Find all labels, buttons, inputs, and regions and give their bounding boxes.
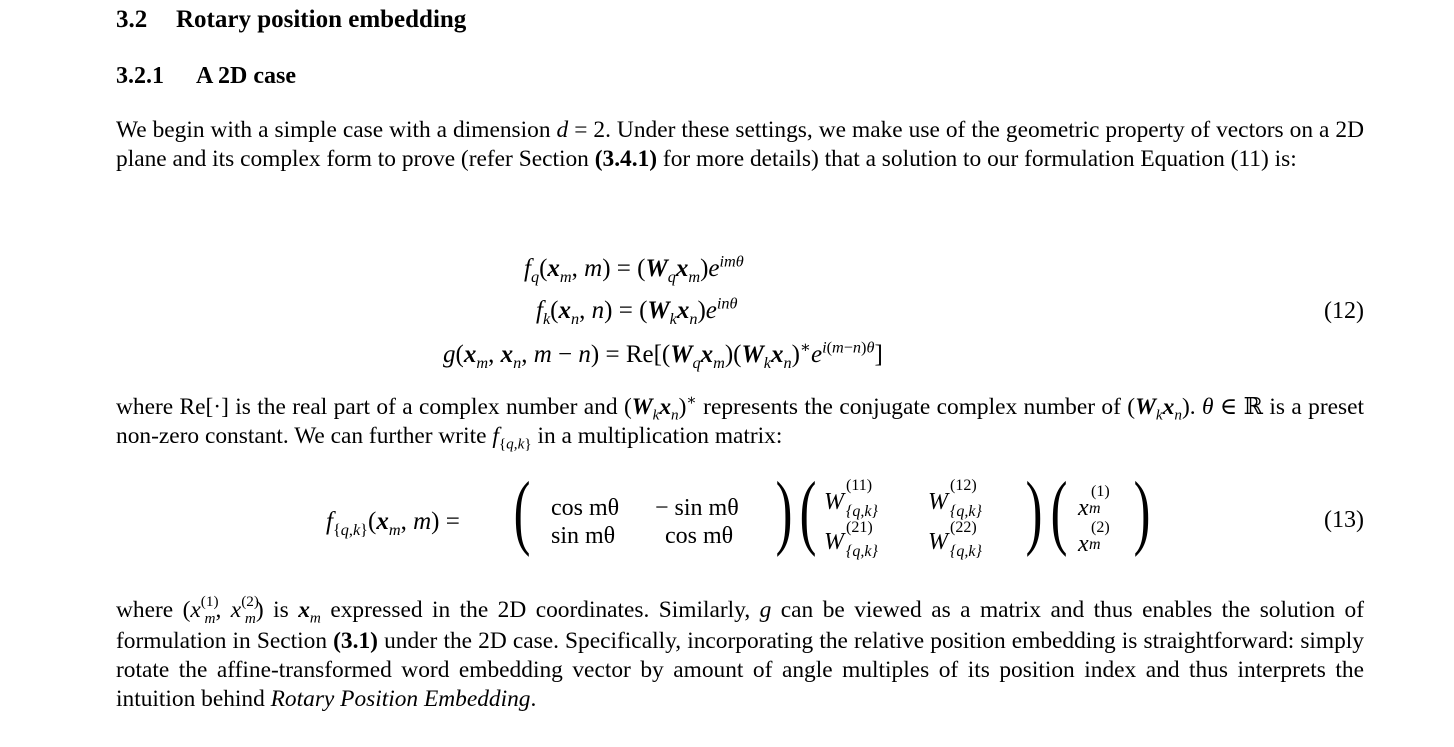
eq12-tag: (12) — [1324, 298, 1364, 324]
paragraph-conclusion: where ($x^{(1)}_m$, $x^{(2)}_m$) is $x_m$ expressed in the 2D coordinates. Similarly, g can be viewed as a matrix and thus enables the solution of formulation in Section (3.1) under the 2D case. Specifically, incorporating the relative position embedding is straightforward: simply rotate the affine-transformed word embedding vector by amount of angle multiples of its position index and thus interprets the intuition behind Rotary Position Embedding. — [116, 593, 1365, 712]
emphasis-rope: Rotary Position Embedding — [270, 686, 531, 712]
eq12-row2-rhs: $(W_kx_n)e^{in\theta}$ — [639, 294, 738, 328]
rot-matrix-cell-21: sin mθ — [551, 523, 616, 549]
wk-xn-expression: $(W_kx_n)$ — [1127, 394, 1190, 424]
rot-matrix-right-paren: ) — [775, 465, 793, 558]
eq12-row1-lhs: $f_q(x_m$, m) = — [524, 255, 638, 286]
eq12-row1 — [524, 252, 744, 286]
var-g: g — [759, 597, 772, 623]
section-ref-link-3-1[interactable]: (3.1) — [333, 628, 378, 654]
x-vector-right-paren: ) — [1133, 465, 1151, 558]
paragraph-intro: We begin with a simple case with a dimension d = 2. Under these settings, we make use of the geometric property of vectors on a 2D plane and its complex form to prove (refer Section (3.4.1) for more details) that a solution to our formulation Equation (11) is: — [116, 117, 1364, 172]
eq12-row3 — [443, 338, 883, 372]
w-matrix-cell-11: W (11) {q,k} — [824, 477, 878, 520]
w-matrix-cell-21: W (21) {q,k} — [824, 519, 878, 560]
eq12-row2 — [536, 294, 738, 328]
eq13-tag: (13) — [1324, 507, 1364, 533]
section-ref-link[interactable]: (3.4.1) — [594, 146, 658, 172]
paragraph-definitions: where Re[·] is the real part of a complex number and $(W_kx_n)^∗$ represents the conjugate complex number of $(W_kx_n)$. θ ∈ ℝ is a preset non-zero constant. We can further write $f_{\{q,k\}}$ in a multiplication matrix: — [116, 392, 1365, 453]
x-vector-left-paren: ( — [1050, 465, 1068, 558]
subsection-number: 3.2.1 — [116, 63, 164, 89]
x-vector-cell-1: x (1) m — [1078, 483, 1110, 521]
theta-in-reals: θ ∈ ℝ — [1201, 394, 1264, 420]
x-vector-cell-2: x (2) m — [1078, 519, 1110, 557]
coord-pair: ($x^{(1)}_m$, $x^{(2)}_m$) — [182, 593, 264, 627]
rot-matrix-cell-22: cos mθ — [665, 523, 734, 549]
eq12-row1-rhs: $(W_qx_m)e^{im\theta}$ — [637, 252, 744, 286]
eq12-row3-lhs: $g(x_m$, $x_n$, m − n) = — [443, 341, 626, 372]
rot-matrix-left-paren: ( — [513, 465, 531, 558]
subsection-heading — [116, 63, 296, 90]
x-m-symbol: $x_m$ — [298, 597, 321, 627]
rot-matrix-cell-11: cos mθ — [551, 495, 620, 521]
w-matrix-cell-22: W (22) {q,k} — [928, 519, 982, 560]
w-matrix-left-paren: ( — [799, 465, 817, 558]
rot-matrix-cell-12: − sin mθ — [655, 495, 739, 521]
eq12-row2-lhs: $f_k(x_n$, n) = — [536, 297, 640, 328]
w-matrix-cell-12: W (12) {q,k} — [928, 477, 982, 520]
section-number: 3.2 — [116, 6, 148, 33]
w-matrix-right-paren: ) — [1025, 465, 1043, 558]
var-d: d — [556, 117, 569, 143]
eq13-lhs: $f_{\{q,k\}}(x_m$, m) = — [326, 508, 460, 539]
conj-expression: $(W_kx_n)^∗$ — [623, 392, 697, 424]
subsection-title: A 2D case — [196, 63, 296, 89]
section-heading — [116, 6, 466, 34]
f-qk-symbol: $f_{\{q,k\}}$ — [492, 423, 532, 453]
eq12-row3-rhs: $Re[(W_qx_m)(W_kx_n)^∗e^{i(m-n)\theta}]$ — [625, 338, 883, 372]
section-title: Rotary position embedding — [176, 6, 467, 33]
